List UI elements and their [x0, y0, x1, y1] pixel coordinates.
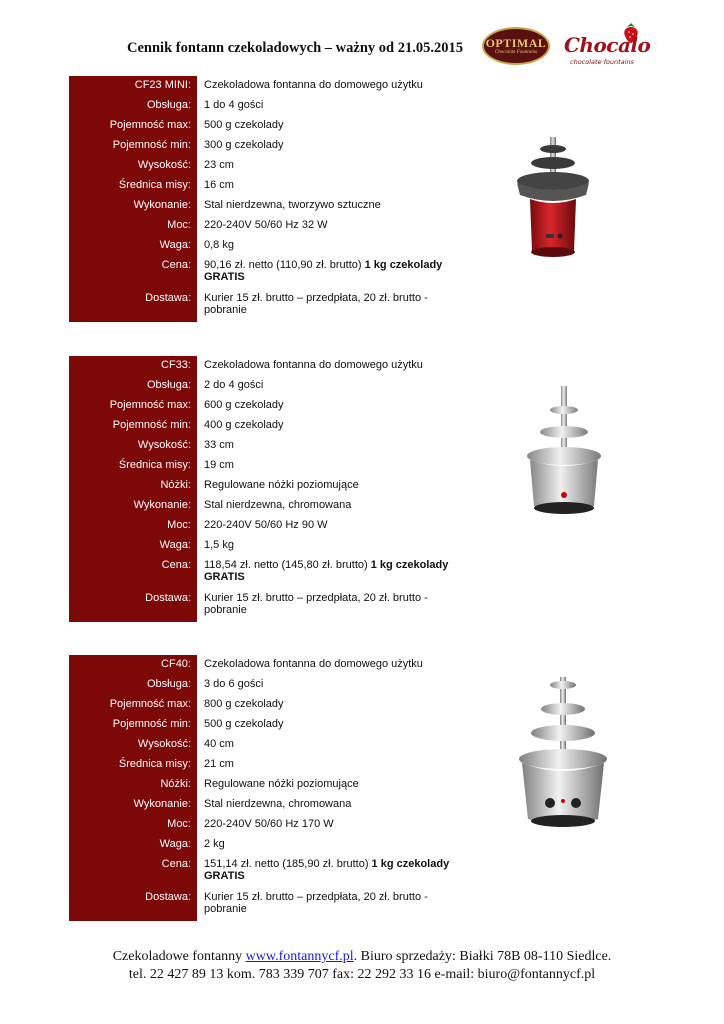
spec-value: 500 g czekolady — [204, 718, 284, 730]
spec-value: Czekoladowa fontanna do domowego użytku — [204, 658, 423, 670]
delivery-row — [69, 589, 455, 622]
footer-line-1 — [0, 948, 724, 966]
optimal-logo-subtext: Chocolate Fountains — [494, 49, 538, 55]
spec-row — [69, 835, 455, 855]
spec-label: Średnica misy: — [69, 456, 197, 476]
spec-label: Moc: — [69, 815, 197, 835]
spec-row — [69, 755, 455, 775]
price-bonus: 1 kg czekolady GRATIS — [204, 858, 450, 882]
spec-label: Moc: — [69, 516, 197, 536]
product-cf33 — [69, 356, 455, 622]
spec-row — [69, 735, 455, 755]
product-cf23-mini — [69, 76, 455, 322]
spec-row — [69, 655, 455, 675]
spec-row — [69, 496, 455, 516]
spec-row — [69, 236, 455, 256]
spec-row — [69, 176, 455, 196]
spec-label: Wysokość: — [69, 156, 197, 176]
spec-label: Waga: — [69, 236, 197, 256]
spec-row — [69, 396, 455, 416]
spec-value: 1 do 4 gości — [204, 99, 264, 111]
price-row — [69, 256, 455, 289]
delivery-value: Kurier 15 zł. brutto – przedpłata, 20 zł. brutto - pobranie — [204, 592, 428, 616]
price-row — [69, 855, 455, 888]
chocalo-logo-tagline: chocolate fountains — [570, 58, 634, 66]
spec-label: Wykonanie: — [69, 795, 197, 815]
spec-row — [69, 516, 455, 536]
spec-row — [69, 536, 455, 556]
spec-value: Czekoladowa fontanna do domowego użytku — [204, 359, 423, 371]
spec-label: CF33: — [69, 356, 197, 376]
spec-value: Stal nierdzewna, chromowana — [204, 499, 352, 511]
spec-row — [69, 675, 455, 695]
spec-label: Obsługa: — [69, 675, 197, 695]
footer-address: . Biuro sprzedaży: Białki 78B 08-110 Siedlce. — [353, 949, 612, 964]
spec-row — [69, 116, 455, 136]
product-cf40 — [69, 655, 455, 921]
price-label: Cena: — [69, 556, 197, 589]
spec-label: Wysokość: — [69, 436, 197, 456]
spec-value: 21 cm — [204, 758, 234, 770]
delivery-row — [69, 289, 455, 322]
spec-value: 800 g czekolady — [204, 698, 284, 710]
price-text: 118,54 zł. netto (145,80 zł. brutto) — [204, 559, 371, 571]
delivery-row — [69, 888, 455, 921]
delivery-value: Kurier 15 zł. brutto – przedpłata, 20 zł. brutto - pobranie — [204, 292, 428, 316]
spec-value: 0,8 kg — [204, 239, 234, 251]
spec-value: Stal nierdzewna, tworzywo sztuczne — [204, 199, 381, 211]
spec-value: Czekoladowa fontanna do domowego użytku — [204, 79, 423, 91]
optimal-logo — [482, 27, 550, 65]
spec-value: 23 cm — [204, 159, 234, 171]
spec-value: 40 cm — [204, 738, 234, 750]
footer-prefix: Czekoladowe fontanny — [112, 949, 246, 964]
spec-value: Regulowane nóżki poziomujące — [204, 479, 359, 491]
delivery-label: Dostawa: — [69, 589, 197, 622]
spec-row — [69, 96, 455, 116]
spec-label: Obsługa: — [69, 376, 197, 396]
spec-label: CF40: — [69, 655, 197, 675]
footer — [0, 948, 724, 984]
chocalo-logo — [560, 22, 651, 72]
spec-row — [69, 436, 455, 456]
spec-row — [69, 356, 455, 376]
spec-label: Pojemność max: — [69, 695, 197, 715]
spec-label: Średnica misy: — [69, 176, 197, 196]
spec-value: 600 g czekolady — [204, 399, 284, 411]
spec-value: Stal nierdzewna, chromowana — [204, 798, 352, 810]
spec-label: Wysokość: — [69, 735, 197, 755]
spec-label: Moc: — [69, 216, 197, 236]
delivery-label: Dostawa: — [69, 289, 197, 322]
optimal-logo-text: OPTIMAL — [485, 35, 547, 50]
spec-row — [69, 775, 455, 795]
spec-row — [69, 695, 455, 715]
spec-value: 19 cm — [204, 459, 234, 471]
spec-value: 2 kg — [204, 838, 225, 850]
spec-label: CF23 MINI: — [69, 76, 197, 96]
spec-row — [69, 196, 455, 216]
chocalo-logo-text: Chocalo — [564, 33, 651, 57]
price-text: 90,16 zł. netto (110,90 zł. brutto) — [204, 259, 365, 271]
price-label: Cena: — [69, 855, 197, 888]
price-bonus: 1 kg czekolady GRATIS — [204, 259, 443, 283]
spec-value: 2 do 4 gości — [204, 379, 264, 391]
spec-value: 300 g czekolady — [204, 139, 284, 151]
price-text: 151,14 zł. netto (185,90 zł. brutto) — [204, 858, 372, 870]
spec-value: 500 g czekolady — [204, 119, 284, 131]
spec-label: Pojemność min: — [69, 136, 197, 156]
price-label: Cena: — [69, 256, 197, 289]
spec-label: Wykonanie: — [69, 196, 197, 216]
website-link[interactable]: www.fontannycf.pl — [245, 949, 354, 964]
price-row — [69, 556, 455, 589]
spec-label: Obsługa: — [69, 96, 197, 116]
spec-row — [69, 795, 455, 815]
fountain-cf23-mini-image — [508, 133, 598, 263]
fountain-cf33-image — [524, 382, 604, 522]
spec-label: Waga: — [69, 536, 197, 556]
spec-label: Nóżki: — [69, 775, 197, 795]
spec-label: Pojemność min: — [69, 416, 197, 436]
spec-row — [69, 216, 455, 236]
spec-value: 400 g czekolady — [204, 419, 284, 431]
spec-row — [69, 156, 455, 176]
spec-value: Regulowane nóżki poziomujące — [204, 778, 359, 790]
spec-row — [69, 815, 455, 835]
spec-label: Waga: — [69, 835, 197, 855]
spec-label: Wykonanie: — [69, 496, 197, 516]
spec-row — [69, 715, 455, 735]
spec-value: 33 cm — [204, 439, 234, 451]
page-title: Cennik fontann czekoladowych – ważny od 21.05.2015 — [127, 40, 463, 56]
spec-value: 1,5 kg — [204, 539, 234, 551]
spec-row — [69, 456, 455, 476]
spec-label: Nóżki: — [69, 476, 197, 496]
price-bonus: 1 kg czekolady GRATIS — [204, 559, 449, 583]
spec-value: 220-240V 50/60 Hz 32 W — [204, 219, 328, 231]
spec-label: Średnica misy: — [69, 755, 197, 775]
fountain-cf40-image — [516, 675, 610, 835]
spec-row — [69, 136, 455, 156]
spec-row — [69, 76, 455, 96]
spec-value: 16 cm — [204, 179, 234, 191]
spec-label: Pojemność max: — [69, 116, 197, 136]
price-value — [197, 256, 455, 289]
spec-row — [69, 416, 455, 436]
price-value — [197, 855, 455, 888]
spec-value: 220-240V 50/60 Hz 170 W — [204, 818, 334, 830]
spec-row — [69, 376, 455, 396]
spec-value: 3 do 6 gości — [204, 678, 264, 690]
spec-row — [69, 476, 455, 496]
footer-line-2: tel. 22 427 89 13 kom. 783 339 707 fax: 22 292 33 16 e-mail: biuro@fontannycf.pl — [128, 967, 596, 982]
price-value — [197, 556, 455, 589]
delivery-label: Dostawa: — [69, 888, 197, 921]
spec-label: Pojemność min: — [69, 715, 197, 735]
spec-value: 220-240V 50/60 Hz 90 W — [204, 519, 328, 531]
spec-label: Pojemność max: — [69, 396, 197, 416]
delivery-value: Kurier 15 zł. brutto – przedpłata, 20 zł. brutto - pobranie — [204, 891, 428, 915]
